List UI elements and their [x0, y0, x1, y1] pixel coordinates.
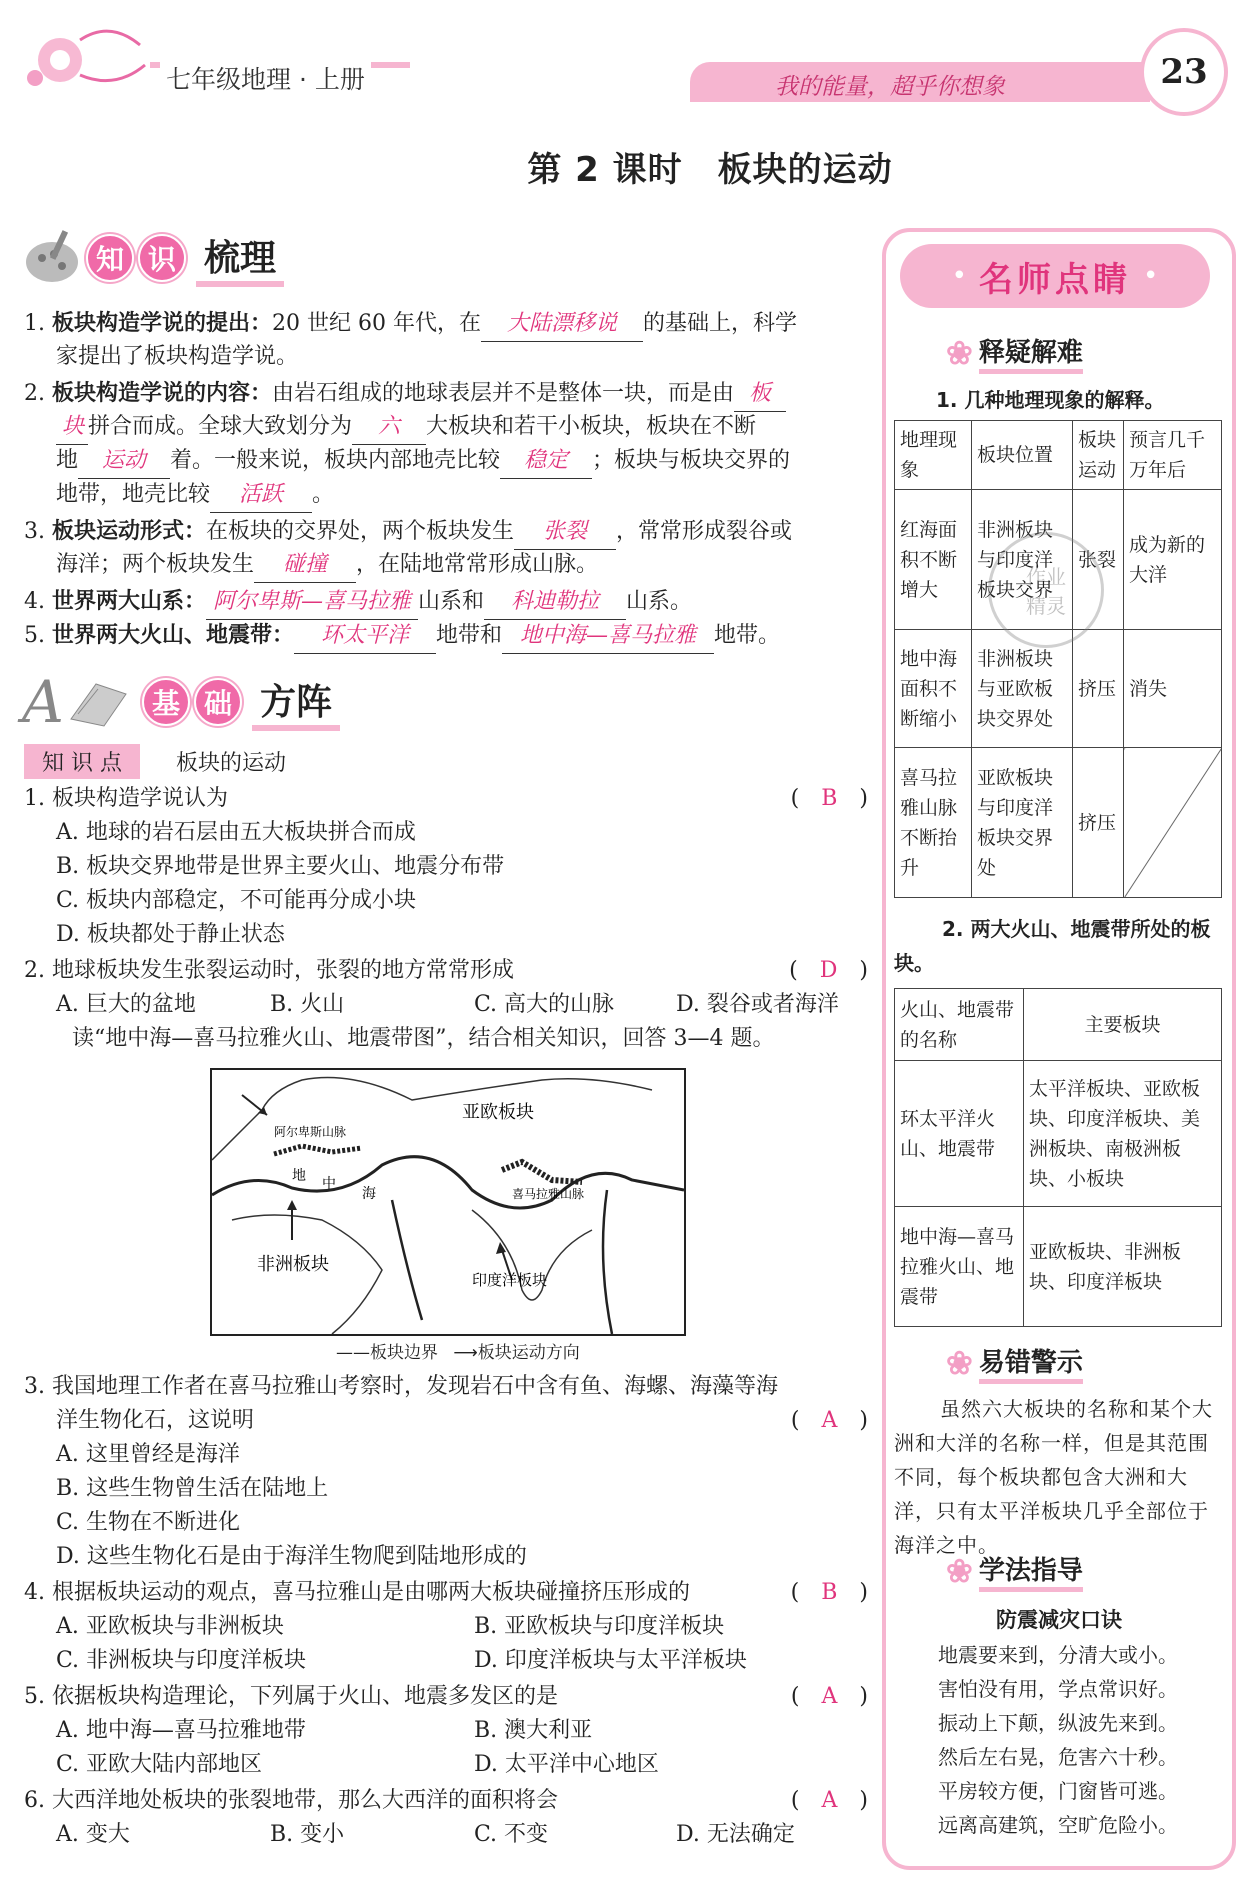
section-title-rest: 方阵	[252, 674, 340, 731]
option: C. 高大的山脉	[474, 992, 615, 1017]
question-5: 5. 依据板块构造理论，下列属于火山、地震多发区的是	[24, 1684, 558, 1709]
rhyme-line: 平房较方便，门窗皆可逃。	[938, 1779, 1178, 1803]
title-char-1: 基	[142, 678, 190, 726]
knowledge-item-5: 5. 世界两大火山、地震带： 环太平洋 地带和 地中海—喜马拉雅 地带。	[24, 618, 780, 654]
option: A. 地中海—喜马拉雅地带	[56, 1718, 306, 1743]
sidebar-q1: 1. 几种地理现象的解释。	[936, 388, 1165, 412]
arrow-icon: ⟶	[453, 1343, 478, 1363]
rhyme-line: 振动上下颠，纵波先来到。	[938, 1711, 1178, 1735]
option: D. 印度洋板块与太平洋板块	[474, 1648, 747, 1673]
map-label: 中	[322, 1176, 336, 1192]
option: D. 裂谷或者海洋	[676, 992, 839, 1017]
page-number	[1140, 28, 1228, 116]
option: B. 这些生物曾生活在陆地上	[56, 1476, 329, 1501]
title-char-2: 础	[194, 678, 242, 726]
header	[0, 0, 1250, 120]
butterfly-icon: ❀	[946, 1344, 973, 1382]
sidebar-panel	[882, 228, 1236, 1870]
book-icon	[66, 674, 136, 730]
option: D. 这些生物化石是由于海洋生物爬到陆地形成的	[56, 1544, 527, 1569]
rhyme-line: 远离高建筑，空旷危险小。	[938, 1813, 1178, 1837]
sidebar-title: 名师点睛	[979, 259, 1131, 300]
option: B. 板块交界地带是世界主要火山、地震分布带	[56, 854, 505, 879]
answer-blank: 块	[56, 410, 88, 445]
map-label: 非洲板块	[257, 1254, 329, 1275]
butterfly-icon: ❀	[946, 334, 973, 372]
header-slogan: 我的能量，超乎你想象	[775, 74, 1005, 100]
diagonal-cell	[1124, 748, 1222, 898]
dot-icon: •	[951, 261, 967, 291]
plate-map	[210, 1068, 686, 1336]
table-header-row: 地理现象 板块位置 板块运动 预言几千万年后	[895, 421, 1222, 490]
title-char-2: 识	[138, 234, 186, 282]
sub-title-explain: ❀ 释疑解难	[946, 334, 1083, 372]
map-legend: ——板块边界 ⟶板块运动方向	[336, 1343, 580, 1363]
answer-blank: 大陆漂移说	[481, 307, 643, 342]
map-label: 地	[292, 1168, 306, 1184]
knowledge-item-1-cont: 家提出了板块构造学说。	[56, 344, 299, 369]
answer-blank: 碰撞	[254, 548, 356, 583]
option: C. 亚欧大陆内部地区	[56, 1752, 263, 1777]
title-char-1: 知	[86, 234, 134, 282]
answer-paren: ( A )	[790, 1684, 868, 1709]
section-letter-a: A	[22, 668, 64, 736]
option: A. 亚欧板块与非洲板块	[56, 1614, 284, 1639]
option: D. 太平洋中心地区	[474, 1752, 659, 1777]
read-prompt: 读“地中海—喜马拉雅火山、地震带图”，结合相关知识，回答 3—4 题。	[72, 1026, 775, 1051]
answer-paren: ( B )	[790, 1580, 868, 1605]
map-label: 印度洋板块	[472, 1271, 548, 1289]
answer-blank: 稳定	[500, 444, 592, 479]
belt-plate-table	[894, 988, 1222, 1327]
option: A. 变大	[56, 1822, 130, 1847]
answer-paren: ( B )	[790, 786, 868, 811]
boundary-line-icon: ——	[336, 1343, 370, 1363]
answer-blank: 科迪勒拉	[484, 585, 626, 620]
sidebar-q2: 2. 两大火山、地震带所处的板块。	[894, 917, 1211, 975]
rhyme-title: 防震减灾口诀	[996, 1608, 1122, 1632]
option: C. 不变	[474, 1822, 549, 1847]
option: B. 变小	[270, 1822, 345, 1847]
dot-icon: •	[1143, 261, 1159, 291]
table-row: 环太平洋火山、地震带 太平洋板块、亚欧板块、印度洋板块、美洲板块、南极洲板块、小板块	[895, 1061, 1222, 1207]
question-2: 2. 地球板块发生张裂运动时，张裂的地方常常形成	[24, 958, 514, 983]
knowledge-item-2-line3: 地 运动 着。一般来说，板块内部地壳比较 稳定 ；板块与板块交界的	[56, 444, 790, 479]
question-3-cont: 洋生物化石，这说明	[56, 1408, 255, 1433]
sidebar-title-badge	[900, 244, 1210, 308]
option: A. 巨大的盆地	[56, 992, 196, 1017]
section-knowledge-header	[22, 228, 284, 288]
question-3: 3. 我国地理工作者在喜马拉雅山考察时，发现岩石中含有鱼、海螺、海藻等海	[24, 1374, 778, 1399]
question-1: 1. 板块构造学说认为	[24, 786, 228, 811]
sub-title-method: ❀ 学法指导	[946, 1552, 1083, 1590]
knowledge-item-3: 3. 板块运动形式：在板块的交界处，两个板块发生 张裂 ，常常形成裂谷或	[24, 514, 792, 550]
rhyme-list	[938, 1638, 1178, 1842]
header-left-title: 七年级地理 · 上册	[160, 60, 371, 96]
answer-paren: ( D )	[789, 958, 868, 983]
knowledge-point-label: 知 识 点	[24, 744, 140, 779]
lesson-title: 第 2 课时 板块的运动	[527, 150, 893, 190]
answer-blank: 板	[734, 377, 786, 412]
question-4: 4. 根据板块运动的观点，喜马拉雅山是由哪两大板块碰撞挤压形成的	[24, 1580, 690, 1605]
plate-map-drawing	[212, 1070, 684, 1334]
knowledge-item-1: 1. 板块构造学说的提出：20 世纪 60 年代，在 大陆漂移说 的基础上，科学	[24, 306, 797, 342]
option: B. 火山	[270, 992, 345, 1017]
answer-blank: 活跃	[210, 478, 312, 513]
knowledge-item-2: 2. 板块构造学说的内容：由岩石组成的地球表层并不是整体一块，而是由 板	[24, 376, 786, 412]
option: C. 生物在不断进化	[56, 1510, 241, 1535]
answer-blank: 阿尔卑斯—喜马拉雅	[206, 585, 418, 620]
rhyme-line: 然后左右晃，危害六十秒。	[938, 1745, 1178, 1769]
butterfly-icon: ❀	[946, 1552, 973, 1590]
knowledge-item-2-line4: 地带，地壳比较 活跃 。	[56, 478, 334, 513]
option: B. 澳大利亚	[474, 1718, 593, 1743]
answer-blank: 环太平洋	[294, 619, 436, 654]
option: C. 非洲板块与印度洋板块	[56, 1648, 307, 1673]
warning-text: 虽然六大板块的名称和某个大洲和大洋的名称一样，但是其范围不同，每个板块都包含大洲和大洋，只有太平洋板块几乎全部位于海洋之中。	[894, 1397, 1213, 1557]
answer-paren: ( A )	[790, 1788, 868, 1813]
answer-paren: ( A )	[790, 1408, 868, 1433]
knowledge-item-4: 4. 世界两大山系： 阿尔卑斯—喜马拉雅 山系和 科迪勒拉 山系。	[24, 584, 692, 620]
page-number-text: 23	[1160, 52, 1208, 92]
table-row: 地中海面积不断缩小 非洲板块与亚欧板块交界处 挤压 消失	[895, 630, 1222, 748]
map-label: 阿尔卑斯山脉	[274, 1125, 347, 1139]
palette-icon	[22, 228, 82, 288]
map-label: 海	[362, 1186, 376, 1202]
map-label: 喜马拉雅山脉	[512, 1187, 585, 1201]
watermark-stamp: 作业 精灵	[988, 532, 1104, 648]
table-row: 地中海—喜马拉雅火山、地震带 亚欧板块、非洲板块、印度洋板块	[895, 1207, 1222, 1327]
option: A. 地球的岩石层由五大板块拼合而成	[56, 820, 416, 845]
sub-title-warning: ❀ 易错警示	[946, 1344, 1083, 1382]
section-basic-header	[22, 668, 340, 736]
option: B. 亚欧板块与印度洋板块	[474, 1614, 725, 1639]
flower-ornament-icon	[20, 20, 150, 100]
knowledge-item-2-line2: 块 拼合而成。全球大致划分为 六 大板块和若干小板块，板块在不断	[56, 410, 756, 445]
rhyme-line: 害怕没有用，学点常识好。	[938, 1677, 1178, 1701]
table-row: 喜马拉雅山脉不断抬升 亚欧板块与印度洋板块交界处 挤压	[895, 748, 1222, 898]
answer-blank: 六	[352, 410, 426, 445]
knowledge-item-3-cont: 海洋；两个板块发生 碰撞 ，在陆地常常形成山脉。	[56, 548, 598, 583]
option: D. 无法确定	[676, 1822, 795, 1847]
answer-blank: 张裂	[514, 515, 616, 550]
table-row: 红海面积不断增大 非洲板块与印度洋板块交界 张裂 成为新的大洋	[895, 490, 1222, 630]
section-title-rest: 梳理	[196, 230, 284, 287]
answer-blank: 运动	[78, 444, 170, 479]
knowledge-point-topic: 板块的运动	[176, 751, 287, 776]
option: D. 板块都处于静止状态	[56, 922, 285, 947]
question-6: 6. 大西洋地处板块的张裂地带，那么大西洋的面积将会	[24, 1788, 558, 1813]
map-label: 亚欧板块	[462, 1102, 534, 1123]
rhyme-line: 地震要来到，分清大或小。	[938, 1643, 1178, 1667]
option: C. 板块内部稳定，不可能再分成小块	[56, 888, 417, 913]
table-header-row: 火山、地震带的名称 主要板块	[895, 989, 1222, 1061]
phenomena-table	[894, 420, 1222, 898]
option: A. 这里曾经是海洋	[56, 1442, 240, 1467]
answer-blank: 地中海—喜马拉雅	[502, 619, 714, 654]
